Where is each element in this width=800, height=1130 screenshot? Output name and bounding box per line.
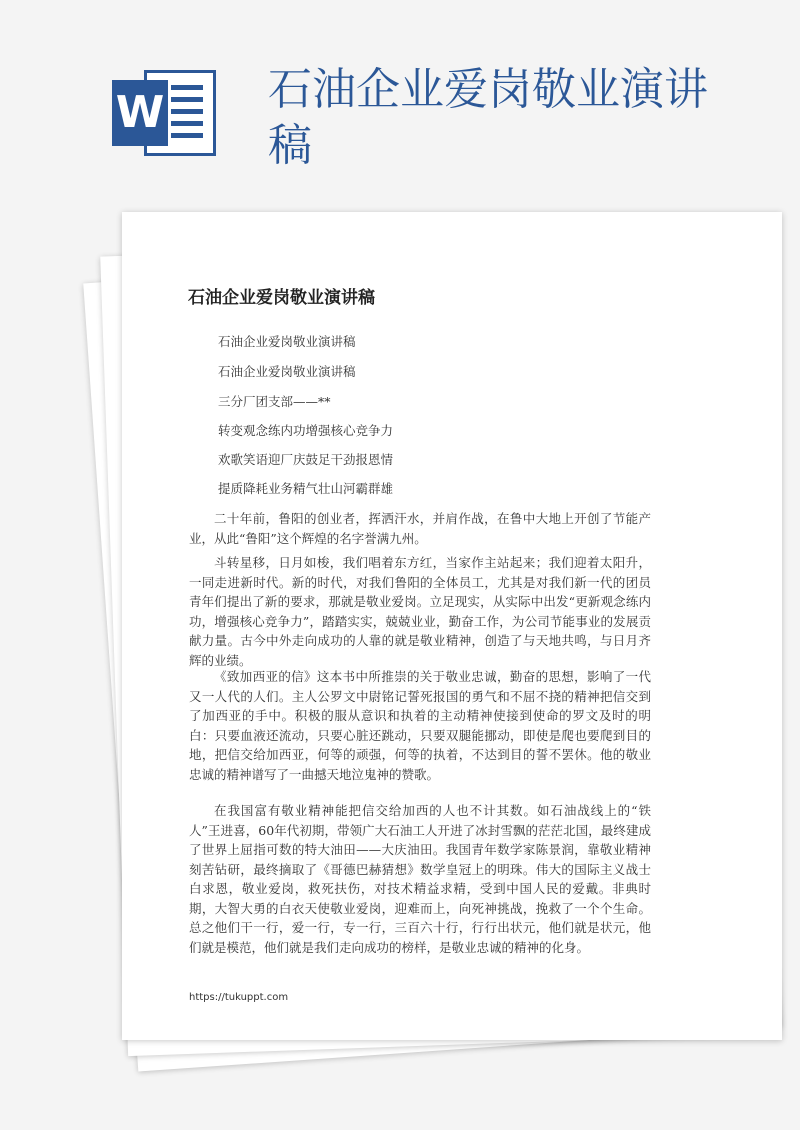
sub-line: 提质降耗业务精气壮山河霸群雄 [218, 481, 394, 496]
sub-line: 三分厂团支部——** [218, 394, 331, 409]
body-paragraph: 斗转星移，日月如梭，我们唱着东方红，当家作主站起来；我们迎着太阳升，一同走进新时代。新的时代，对我们鲁阳的全体员工，尤其是对我们新一代的团员青年们提出了新的要求，那就是敬业爱岗。立足现实，从实际中出发“更新观念练内功，增强核心竞争力”，踏踏实实，兢兢业业，勤奋工作，为公司节能事业的发展贡献力量。古今中外走向成功的人靠的就是敬业精神，创造了与天地共鸣，与日月齐辉的业绩。 [189, 555, 651, 668]
word-letter-badge: W [112, 80, 168, 146]
sub-line: 欢歌笑语迎厂庆鼓足干劲报恩情 [218, 452, 394, 467]
sub-line: 石油企业爱岗敬业演讲稿 [218, 334, 356, 349]
body-paragraph: 在我国富有敬业精神能把信交给加西的人也不计其数。如石油战线上的“铁人”王进喜，60年代初期，带领广大石油工人开进了冰封雪飘的茫茫北国，最终建成了世界上屈指可数的特大油田——大庆油田。我国青年数学家陈景润，靠敬业精神刻苦钻研，最终摘取了《哥德巴赫猜想》数学皇冠上的明珠。伟大的国际主义战士白求恩，敬业爱岗，救死扶伤，对技术精益求精，受到中国人民的爱戴。非典时期，大智大勇的白衣天使敬业爱岗，迎难而上，向死神挑战，挽救了一个个生命。总之他们干一行，爱一行，专一行，三百六十行，行行出状元，他们就是状元，他们就是模范，他们就是我们走向成功的榜样，是敬业忠诚的精神的化身。 [189, 803, 651, 955]
footer-url: https://tukuppt.com [189, 992, 289, 1003]
hero-title: 石油企业爱岗敬业演讲稿 [268, 64, 708, 171]
document-title: 石油企业爱岗敬业演讲稿 [188, 288, 375, 308]
body-paragraph: 《致加西亚的信》这本书中所推崇的关于敬业忠诚，勤奋的思想，影响了一代又一人代的人们。主人公罗文中尉铭记誓死报国的勇气和不屈不挠的精神把信交到了加西亚的手中。积极的服从意识和执着的主动精神使接到使命的罗文及时的明白：只要血液还流动，只要心脏还跳动，只要双腿能挪动，即使是爬也要爬到目的地，把信交给加西亚，何等的顽强，何等的执着，不达到目的誓不罢休。他的敬业忠诚的精神谱写了一曲撼天地泣鬼神的赞歌。 [189, 669, 651, 782]
body-paragraph: 二十年前，鲁阳的创业者，挥洒汗水，并肩作战，在鲁中大地上开创了节能产业，从此“鲁阳”这个辉煌的名字誉满九州。 [189, 511, 651, 546]
sub-line: 石油企业爱岗敬业演讲稿 [218, 364, 356, 379]
word-logo-icon [112, 70, 222, 156]
sub-line: 转变观念练内功增强核心竞争力 [218, 423, 394, 438]
